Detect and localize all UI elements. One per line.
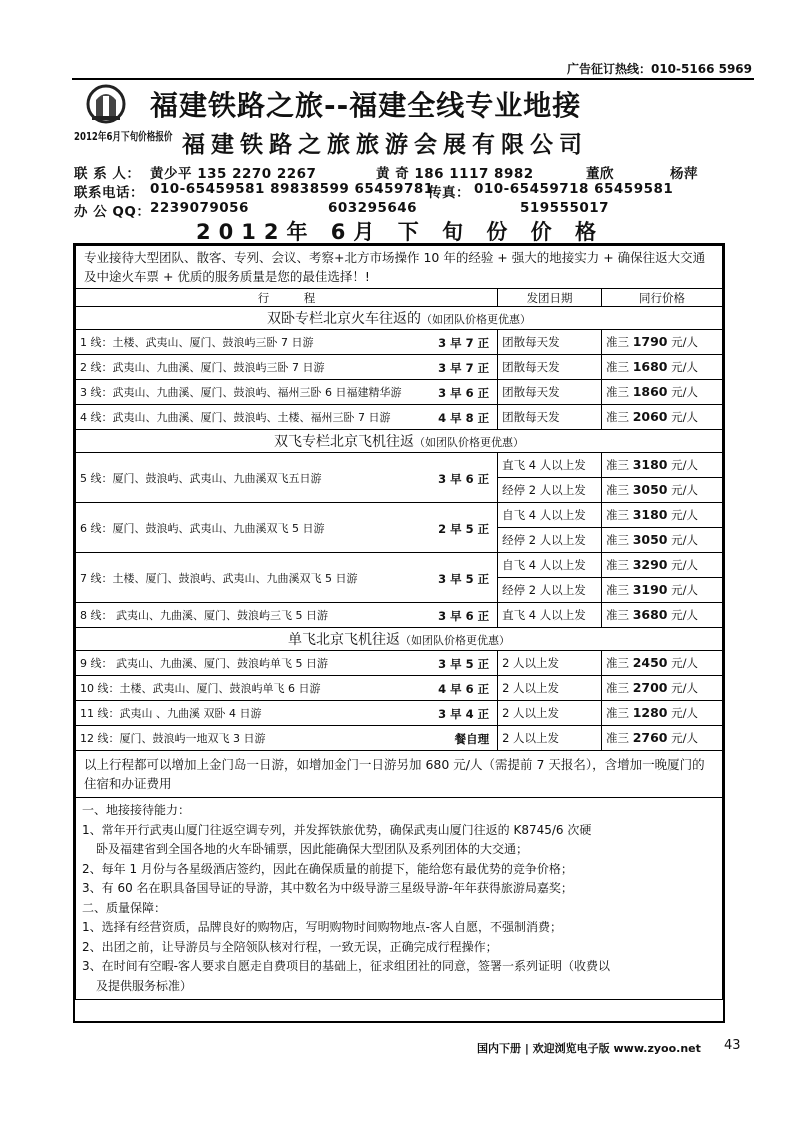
- table-row: 12 线：厦门、鼓浪屿一地双飞 3 日游 餐自理 2 人以上发 准三 2760 元/人: [76, 726, 723, 751]
- date-tag: 2012年6月下旬价格报价: [74, 130, 173, 143]
- phone-label: 联系电话：: [74, 185, 144, 201]
- table-row: 经停 2 人以上发 准三 3050 元/人: [76, 528, 723, 553]
- section-single-flight: 单飞北京飞机往返（如团队价格更优惠）: [76, 628, 723, 651]
- table-row: 经停 2 人以上发 准三 3050 元/人: [76, 478, 723, 503]
- qq-2: 603295646: [328, 200, 418, 216]
- contact-1: 黄少平 135 2270 2267: [150, 166, 317, 182]
- table-row: 2 线：武夷山、九曲溪、厦门、鼓浪屿三卧 7 日游 3 早 7 正 团散每天发 准三 1680 元/人: [76, 355, 723, 380]
- notes-line: 3、在时间有空暇-客人要求自愿走自费项目的基础上，征求组团社的同意，签署一系列证明（收费以: [82, 959, 610, 973]
- section-flight: 双飞专栏北京飞机往返（如团队价格更优惠）: [76, 430, 723, 453]
- contacts-label: 联 系 人：: [74, 166, 141, 182]
- qq-1: 2239079056: [150, 200, 249, 216]
- price-table: [75, 245, 723, 1000]
- notes-line: 1、选择有经营资质，品牌良好的购物店，写明购物时间购物地点-客人自愿，不强制消费；: [82, 920, 562, 934]
- table-row: 经停 2 人以上发 准三 3190 元/人: [76, 578, 723, 603]
- route-cell: 2 线：武夷山、九曲溪、厦门、鼓浪屿三卧 7 日游 3 早 7 正: [76, 355, 498, 380]
- table-row: 3 线：武夷山、九曲溪、厦门、鼓浪屿、福州三卧 6 日福建精华游 3 早 6 正 团散每天发 准三 1860 元/人: [76, 380, 723, 405]
- col-departure: 发团日期: [498, 289, 602, 307]
- phone-numbers: 010-65459581 89838599 65459781: [150, 181, 434, 197]
- footer-text: 国内下册 | 欢迎浏览电子版 www.zyoo.net: [477, 1042, 701, 1055]
- header-title: 福建铁路之旅--福建全线专业地接: [150, 89, 582, 122]
- company-name: 福建铁路之旅旅游会展有限公司: [182, 132, 588, 158]
- route-cell: 1 线：土楼、武夷山、厦门、鼓浪屿三卧 7 日游 3 早 7 正: [76, 330, 498, 355]
- section-rail: 双卧专栏北京火车往返的（如团队价格更优惠）: [76, 307, 723, 330]
- fax-numbers: 010-65459718 65459581: [474, 181, 674, 197]
- notes-line: 2、出团之前，让导游员与全陪领队核对行程，一致无误，正确完成行程操作；: [82, 939, 498, 954]
- route-cell: 3 线：武夷山、九曲溪、厦门、鼓浪屿、福州三卧 6 日福建精华游 3 早 6 正: [76, 380, 498, 405]
- contact-3: 董欣: [586, 166, 614, 182]
- contact-4: 杨萍: [670, 166, 698, 182]
- notes-line: 卧及福建省到全国各地的火车卧铺票，因此能确保大型团队及系列团体的大交通；: [96, 842, 529, 856]
- table-row: 1 线：土楼、武夷山、厦门、鼓浪屿三卧 7 日游 3 早 7 正 团散每天发 准三 1790 元/人: [76, 330, 723, 355]
- notes-line: 2、每年 1 月份与各星级酒店签约，因此在确保质量的前提下，能给您有最优势的竞争价格；: [82, 861, 573, 876]
- col-route: 行 程: [76, 289, 498, 307]
- table-row: 10 线：土楼、武夷山、厦门、鼓浪屿单飞 6 日游 4 早 6 正 2 人以上发 准三 2700 元/人: [76, 676, 723, 701]
- page-number: 43: [724, 1038, 741, 1053]
- table-row: 5 线：厦门、鼓浪屿、武夷山、九曲溪双飞五日游 3 早 6 正 直飞 4 人以上发 准三 3180 元/人: [76, 453, 723, 478]
- top-rule: [72, 78, 754, 80]
- railway-logo-icon: [86, 84, 126, 124]
- fax-label: 传真：: [428, 185, 470, 201]
- intro-text: 专业接待大型团队、散客、专列、会议、考察+北方市场操作 10 年的经验 + 强大的地接实力 + 确保往返大交通及中途火车票 + 优质的服务质量是您的最佳选择！!: [76, 246, 723, 289]
- contact-2: 黄 奇 186 1117 8982: [376, 166, 534, 182]
- extra-note: 以上行程都可以增加上金门岛一日游，如增加金门一日游另加 680 元/人（需提前 7 天报名），含增加一晚厦门的住宿和办证费用: [76, 751, 723, 798]
- table-row: 9 线： 武夷山、九曲溪、厦门、鼓浪屿单飞 5 日游 3 早 5 正 2 人以上发 准三 2450 元/人: [76, 651, 723, 676]
- table-row: 8 线： 武夷山、九曲溪、厦门、鼓浪屿三飞 5 日游 3 早 6 正 直飞 4 人以上发 准三 3680 元/人: [76, 603, 723, 628]
- qq-3: 519555017: [520, 200, 610, 216]
- table-row: 4 线：武夷山、九曲溪、厦门、鼓浪屿、土楼、福州三卧 7 日游 4 早 8 正 团散每天发 准三 2060 元/人: [76, 405, 723, 430]
- notes-heading-2: 二、质量保障：: [82, 900, 167, 915]
- col-price: 同行价格: [602, 289, 723, 307]
- table-row: 7 线：土楼、厦门、鼓浪屿、武夷山、九曲溪双飞 5 日游 3 早 5 正 自飞 4 人以上发 准三 3290 元/人: [76, 553, 723, 578]
- table-row: 11 线：武夷山 、九曲溪 双卧 4 日游 3 早 4 正 2 人以上发 准三 1280 元/人: [76, 701, 723, 726]
- notes-heading-1: 一、地接接待能力：: [82, 803, 191, 817]
- notes-block: [76, 798, 723, 1000]
- table-row: 6 线：厦门、鼓浪屿、武夷山、九曲溪双飞 5 日游 2 早 5 正 自飞 4 人以上发 准三 3180 元/人: [76, 503, 723, 528]
- main-title: 2012年 6月 下 旬 份 价 格: [196, 220, 604, 244]
- ad-hotline: 广告征订热线：010-5166 5969: [566, 62, 752, 76]
- qq-label: 办 公 QQ：: [74, 204, 151, 220]
- route-cell: 4 线：武夷山、九曲溪、厦门、鼓浪屿、土楼、福州三卧 7 日游 4 早 8 正: [76, 405, 498, 430]
- notes-line: 1、常年开行武夷山厦门往返空调专列，并发挥铁旅优势，确保武夷山厦门往返的 K8745/6 次硬: [82, 822, 592, 837]
- notes-line: 3、有 60 名在职具备国导证的导游，其中数名为中级导游三星级导游-年年获得旅游局嘉奖；: [82, 881, 573, 895]
- notes-line: 及提供服务标准）: [96, 978, 193, 993]
